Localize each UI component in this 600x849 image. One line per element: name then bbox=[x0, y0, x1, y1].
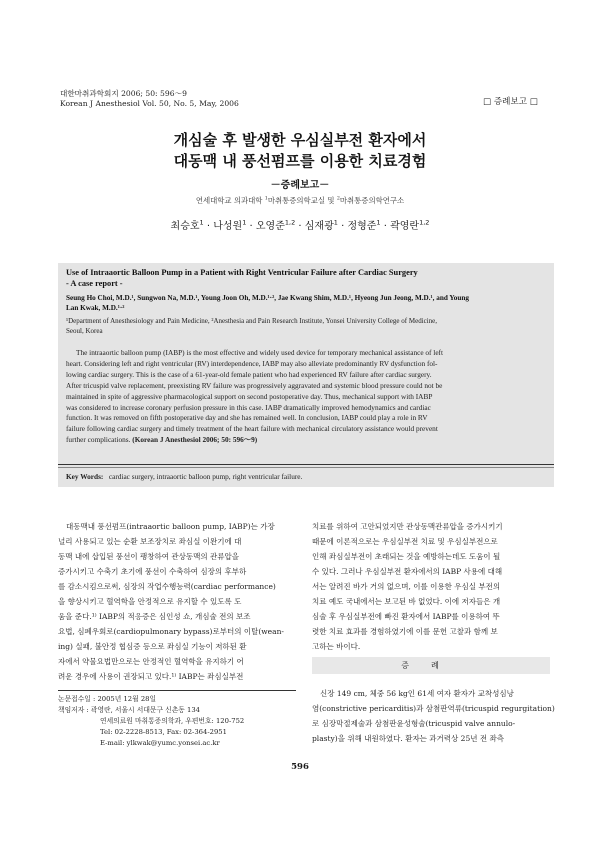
article-type-badge: □ 증례보고 □ bbox=[483, 97, 538, 107]
english-abstract-text: The intraaortic balloon pump (IABP) is the most effective and widely used device for temporary mechanical assistance of left heart. Considering left and right ventricular (RV) interdependence, IABP may also alleviate predominantly RV dysfunction fol- lowing cardiac surgery. This is the case of a 61-year-old female patient who had experienced RV failure after cardiac surgery. After tricuspid valve replacement, preexisting RV failure was progressively aggravated and systemic blood pressure could not be maintained in spite of aggressive pharmacological support on second postoperative day. Thus, mechanical support with IABP was considered to increase coronary perfusion pressure in this case. IABP dramatically improved hemodynamics and cardiac function. It was removed on fifth postoperative day and she has remained well. In conclusion, IABP could play a role in RV failure following cardiac surgery and timely treatment of the heart failure with mechanical circulatory assistance would prevent further complications. (Korean J Anesthesiol 2006; 50: 596～9) bbox=[66, 348, 444, 445]
abstract-divider-thin bbox=[58, 467, 554, 468]
english-title-line-2: - A case report - bbox=[66, 279, 123, 288]
intro-right-column: 치료를 위하여 고안되었지만 관상동맥관류압을 증가시키기 때문에 이론적으로는 우심실부전 치료 및 우심실부전으로 인해 좌심실부전이 초래되는 것을 예방하는데도 도움이 될 수 있다. 그러나 우심실부전 환자에서의 IABP 사용에 대해 서는 알려진 바가 거의 없으며, 이를 이용한 우심실 부전의 치료 예도 국내에서는 보고된 바 없었다. 이에 저자들은 개 심술 후 우심실부전에 빠진 환자에서 IABP를 이용하여 뚜 렷한 치료 효과를 경험하였기에 이를 문헌 고찰과 함께 보 고하는 바이다. bbox=[312, 522, 503, 651]
authors-kr bbox=[0, 217, 600, 232]
english-title-line-1: Use of Intraaortic Balloon Pump in a Patient with Right Ventricular Failure after Cardiac Surgery bbox=[66, 268, 418, 277]
author: 곽영란$^{1,2}$ bbox=[390, 218, 430, 232]
journal-citation-en: Korean J Anesthesiol Vol. 50, No. 5, May, 2006 bbox=[60, 99, 239, 108]
intro-left-column: 대동맥내 풍선펌프(intraaortic balloon pump, IABP)는 가장 널리 사용되고 있는 순환 보조장치로 좌심실 이완기에 대 동맥 내에 삽입된 풍선이 팽창하여 관상동맥의 관류압을 증가시키고 수축기 초기에 풍선이 수축하여 심장의 후부하 를 감소시킴으로써, 심장의 작업수행능력(cardiac performance) 을 향상시키고 혈역학을 안정적으로 유지할 수 있도록 도 움을 준다.¹⁾ IABP의 적응증은 심인성 쇼, 개심술 전의 보조 요법, 심폐우회로(cardiopulmonary bypass)로부터의 이탈(wean- ing) 실패, 불안정 협심증 등으로 좌심실 기능이 저하된 환 자에서 약물요법만으로는 안정적인 혈역학을 유지하기 어 려운 경우에 사용이 권장되고 있다.¹⁾ IABP는 좌심실부전 bbox=[58, 522, 284, 681]
affiliation-kr: 연세대학교 의과대학 $^1$마취통증의학교실 및 $^2$마취통증의학연구소 bbox=[195, 196, 405, 205]
footnote: 논문접수일 : 2005년 12월 28일 책임저자 : 곽영란, 서울시 서대문구 신촌동 134 연세의료원 마취통증의학과, 우편번호: 120-752 Tel: 02-2228-8513, Fax: 02-364-2951 E-mail: ylkwak@yumc.yonsei.ac.kr bbox=[58, 695, 245, 747]
page-number: 596 bbox=[291, 762, 309, 772]
author: 오영준$^{1,2}$ · bbox=[255, 218, 305, 232]
title-line-2: 대동맥 내 풍선펌프를 이용한 치료경험 bbox=[173, 152, 427, 170]
english-affiliation-line-2: Seoul, Korea bbox=[66, 327, 103, 335]
author: 심재광$^1$ · bbox=[304, 218, 348, 232]
english-abstract-box bbox=[58, 263, 554, 487]
keywords-list: cardiac surgery, intraaortic balloon pump, right ventricular failure. bbox=[108, 472, 303, 481]
journal-citation-kr: 대한마취과학회지 2006; 50: 596～9 bbox=[60, 89, 187, 98]
received-date: 논문접수일 : 2005년 12월 28일 bbox=[58, 695, 157, 703]
author: 최승호$^1$ · bbox=[170, 218, 214, 232]
keywords bbox=[66, 472, 302, 481]
corresponding-email: E-mail: ylkwak@yumc.yonsei.ac.kr bbox=[100, 739, 220, 747]
title-line-1: 개심술 후 발생한 우심실부전 환자에서 bbox=[173, 131, 427, 149]
author: 나성원$^1$ · bbox=[213, 218, 256, 232]
abstract-citation: (Korean J Anesthesiol 2006; 50: 596～9) bbox=[132, 435, 258, 445]
footnote-rule bbox=[58, 690, 296, 691]
english-affiliation-line-1: ¹Department of Anesthesiology and Pain Medicine, ²Anesthesia and Pain Research Institute, Yonsei University College of Medicine, bbox=[66, 317, 438, 325]
english-authors-line-1: Seung Ho Choi, M.D.¹, Sungwon Na, M.D.¹, Young Joon Oh, M.D.¹·², Jae Kwang Shim, M.D.¹, Hyeong Jun Jeong, M.D.¹, and Young bbox=[66, 294, 469, 302]
subtitle: －증례보고－ bbox=[270, 180, 330, 191]
abstract-divider bbox=[58, 464, 554, 465]
section-heading-case: 증례 bbox=[312, 657, 550, 674]
keywords-label: Key Words: bbox=[66, 472, 104, 481]
case-text: 신장 149 cm, 체중 56 kg인 61세 여자 환자가 교착성심낭 염(constrictive pericarditis)과 삼첨판역류(tricuspid regurgitation) 로 심장막절제술과 삼첨판윤성형술(tricuspid valve annulo- plasty)을 위해 내원하였다. 환자는 과거력상 25년 전 좌측 bbox=[312, 689, 555, 743]
corresponding-author: 책임저자 : 곽영란, 서울시 서대문구 신촌동 134 bbox=[58, 706, 201, 714]
english-authors-line-2: Lan Kwak, M.D.¹·² bbox=[66, 304, 125, 312]
author: 정형준$^1$ · bbox=[347, 218, 391, 232]
